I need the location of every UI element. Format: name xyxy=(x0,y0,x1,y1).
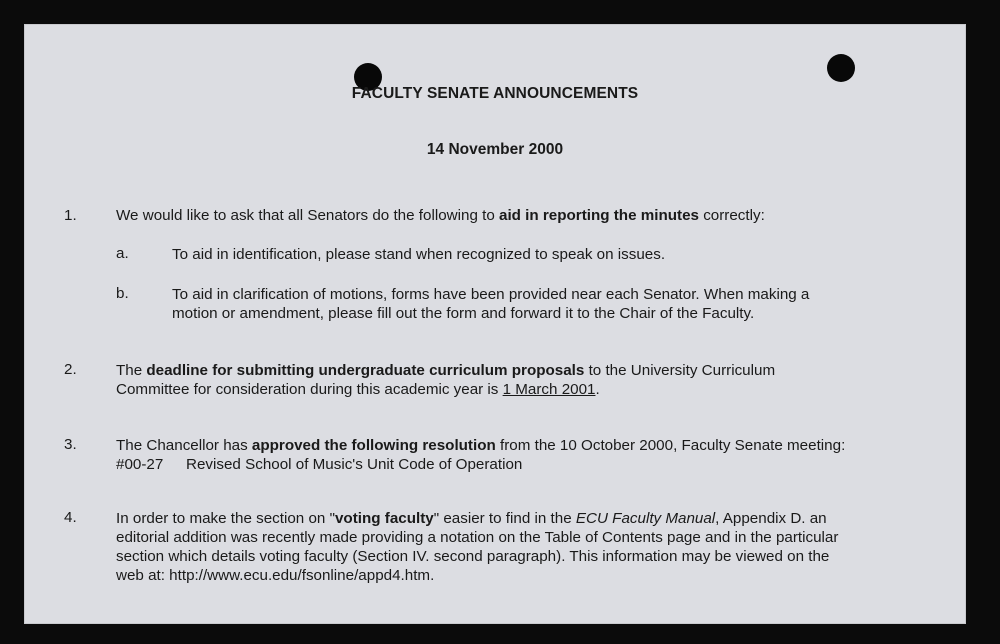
item-text: We would like to ask that all Senators do the following to aid in reporting the minutes correctly: xyxy=(116,207,765,224)
announcement-1 xyxy=(64,206,944,326)
page-title: FACULTY SENATE ANNOUNCEMENTS xyxy=(351,85,639,102)
subitem-letter: b. xyxy=(116,285,129,302)
item-text-line1: The Chancellor has approved the following resolution from the 10 October 2000, Faculty Senate meeting: xyxy=(116,437,846,454)
item-number: 2. xyxy=(64,361,77,378)
announcement-2 xyxy=(64,360,944,400)
item-number: 4. xyxy=(64,509,77,526)
document-page xyxy=(24,24,966,624)
item-number: 1. xyxy=(64,207,77,224)
item-text-line1: In order to make the section on "voting faculty" easier to find in the ECU Faculty Manual, Appendix D. an xyxy=(116,510,827,527)
item-text-line4: web at: http://www.ecu.edu/fsonline/appd4.htm. xyxy=(116,567,435,584)
item-text-line2: Committee for consideration during this academic year is 1 March 2001. xyxy=(116,381,600,398)
resolution-title: Revised School of Music's Unit Code of Operation xyxy=(186,456,523,473)
page-date: 14 November 2000 xyxy=(426,141,564,158)
announcement-3 xyxy=(64,435,954,475)
item-number: 3. xyxy=(64,436,77,453)
subitem-letter: a. xyxy=(116,245,129,262)
subitem-text-line1: To aid in clarification of motions, forms have been provided near each Senator. When making a xyxy=(172,286,810,303)
item-text-line3: section which details voting faculty (Section IV. second paragraph). This information may be viewed on the xyxy=(116,548,830,565)
subitem-text: To aid in identification, please stand when recognized to speak on issues. xyxy=(172,246,666,263)
punch-hole-right xyxy=(827,54,855,82)
item-text-line2: editorial addition was recently made providing a notation on the Table of Contents page and in the particular xyxy=(116,529,839,546)
resolution-id: #00-27 xyxy=(116,456,164,473)
subitem-text-line2: motion or amendment, please fill out the form and forward it to the Chair of the Faculty. xyxy=(172,305,755,322)
item-text-line1: The deadline for submitting undergraduate curriculum proposals to the University Curriculum xyxy=(116,362,776,379)
announcement-4 xyxy=(64,508,944,588)
deadline-date: 1 March 2001 xyxy=(502,381,596,398)
